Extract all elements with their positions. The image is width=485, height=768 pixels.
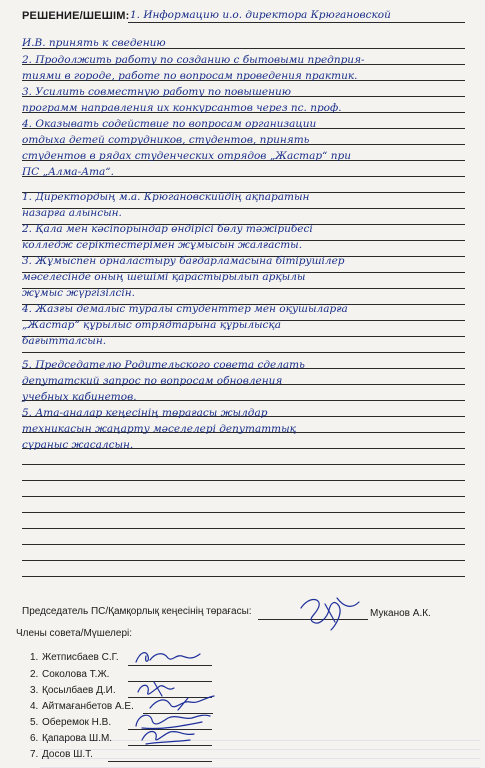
handwritten-line: „Жастар“ құрылыс отрядтарына құрылысқа [22, 319, 282, 331]
handwritten-line: программ направления их конкурсантов через пс. проф. [22, 102, 342, 114]
ruled-line [22, 352, 465, 353]
ruled-line [22, 576, 465, 577]
member-row [30, 701, 134, 712]
handwritten-line: студентов в рядах студенческих отрядов „Жастар“ при [22, 150, 352, 162]
member-name: Қапарова Ш.М. [42, 733, 113, 744]
member-name: Оберемок Н.В. [42, 717, 112, 728]
handwritten-line: 4. Оказывать содействие по вопросам организации [22, 118, 317, 130]
handwritten-line: 2. Қала мен кәсіпорындар өндірісі бөлу тәжірибесі [22, 223, 313, 235]
ruled-line [22, 512, 465, 513]
handwritten-line: ПС „Алма-Ата“. [22, 166, 114, 178]
members-label: Члены совета/Мүшелері: [16, 628, 133, 639]
ruled-line [22, 496, 465, 497]
handwritten-line: жұмыс жүргізілсін. [22, 287, 135, 299]
member-number: 4. [30, 701, 39, 712]
handwritten-line: бағытталсын. [22, 335, 107, 347]
member-name: Соколова Т.Ж. [42, 669, 110, 680]
member-name: Қосылбаев Д.И. [42, 685, 116, 696]
member-name: Досов Ш.Т. [42, 749, 93, 760]
handwritten-line: И.В. принять к сведению [22, 37, 166, 49]
chairman-signature [295, 592, 365, 632]
handwritten-line: депутатский запрос по вопросам обновления [22, 375, 283, 387]
handwritten-line: техникасын жаңарту мәселелері депутаттық [22, 423, 297, 435]
handwritten-line: 5. Председателю Родительского совета сделать [22, 359, 305, 371]
member-number: 1. [30, 652, 39, 663]
member-number: 2. [30, 669, 39, 680]
member-row [30, 652, 119, 663]
ruled-line [22, 480, 465, 481]
handwritten-line: мәселесінде оның шешімі қарастырылып арқылы [22, 271, 306, 283]
member-row [30, 717, 111, 728]
handwritten-line: колледж серіктестерімен жұмысын жалғасты. [22, 239, 303, 251]
ruled-line [22, 528, 465, 529]
chairman-name: Муканов А.К. [370, 608, 431, 619]
bleed-through-marks [40, 740, 480, 768]
handwritten-line: 2. Продолжить работу по созданию с бытовыми предприя- [22, 54, 365, 66]
handwritten-line: учебных кабинетов. [22, 391, 137, 403]
ruled-line [22, 464, 465, 465]
member-name: Айтмағанбетов А.Е. [42, 701, 134, 712]
handwritten-line: 3. Жұмыспен орналастыру бағдарламасына бітірушілер [22, 255, 345, 267]
handwritten-line: 1. Информацию и.о. директора Крюгановской [130, 9, 391, 21]
member-name: Жетписбаев С.Г. [42, 652, 119, 663]
handwritten-line: 1. Директордың м.а. Крюгановскийдің ақпаратын [22, 191, 310, 203]
ruled-line [22, 544, 465, 545]
member-row [30, 669, 109, 680]
chairman-label: Председатель ПС/Қамқорлық кеңесінің төрағасы: [22, 606, 252, 617]
handwritten-line: 3. Усилить совместную работу по повышению [22, 86, 292, 98]
member-number: 7. [30, 749, 39, 760]
ruled-line [22, 560, 465, 561]
handwritten-line: сұраныс жасалсын. [22, 439, 134, 451]
handwritten-line: отдыха детей сотрудников, студентов, принять [22, 134, 310, 146]
member-row [30, 685, 116, 696]
handwritten-line: назарға алынсын. [22, 207, 122, 219]
member-number: 6. [30, 733, 39, 744]
member-signature [134, 648, 204, 668]
handwritten-line: 5. Ата-аналар кеңесінің төрағасы жылдар [22, 407, 268, 419]
member-number: 5. [30, 717, 39, 728]
handwritten-line: 4. Жазғы демалыс туралы студенттер мен оқушыларға [22, 303, 348, 315]
decision-heading: РЕШЕНИЕ/ШЕШІМ: [22, 10, 130, 22]
member-number: 3. [30, 685, 39, 696]
handwritten-line: тиями в городе, работе по вопросам проведения практик. [22, 70, 358, 82]
